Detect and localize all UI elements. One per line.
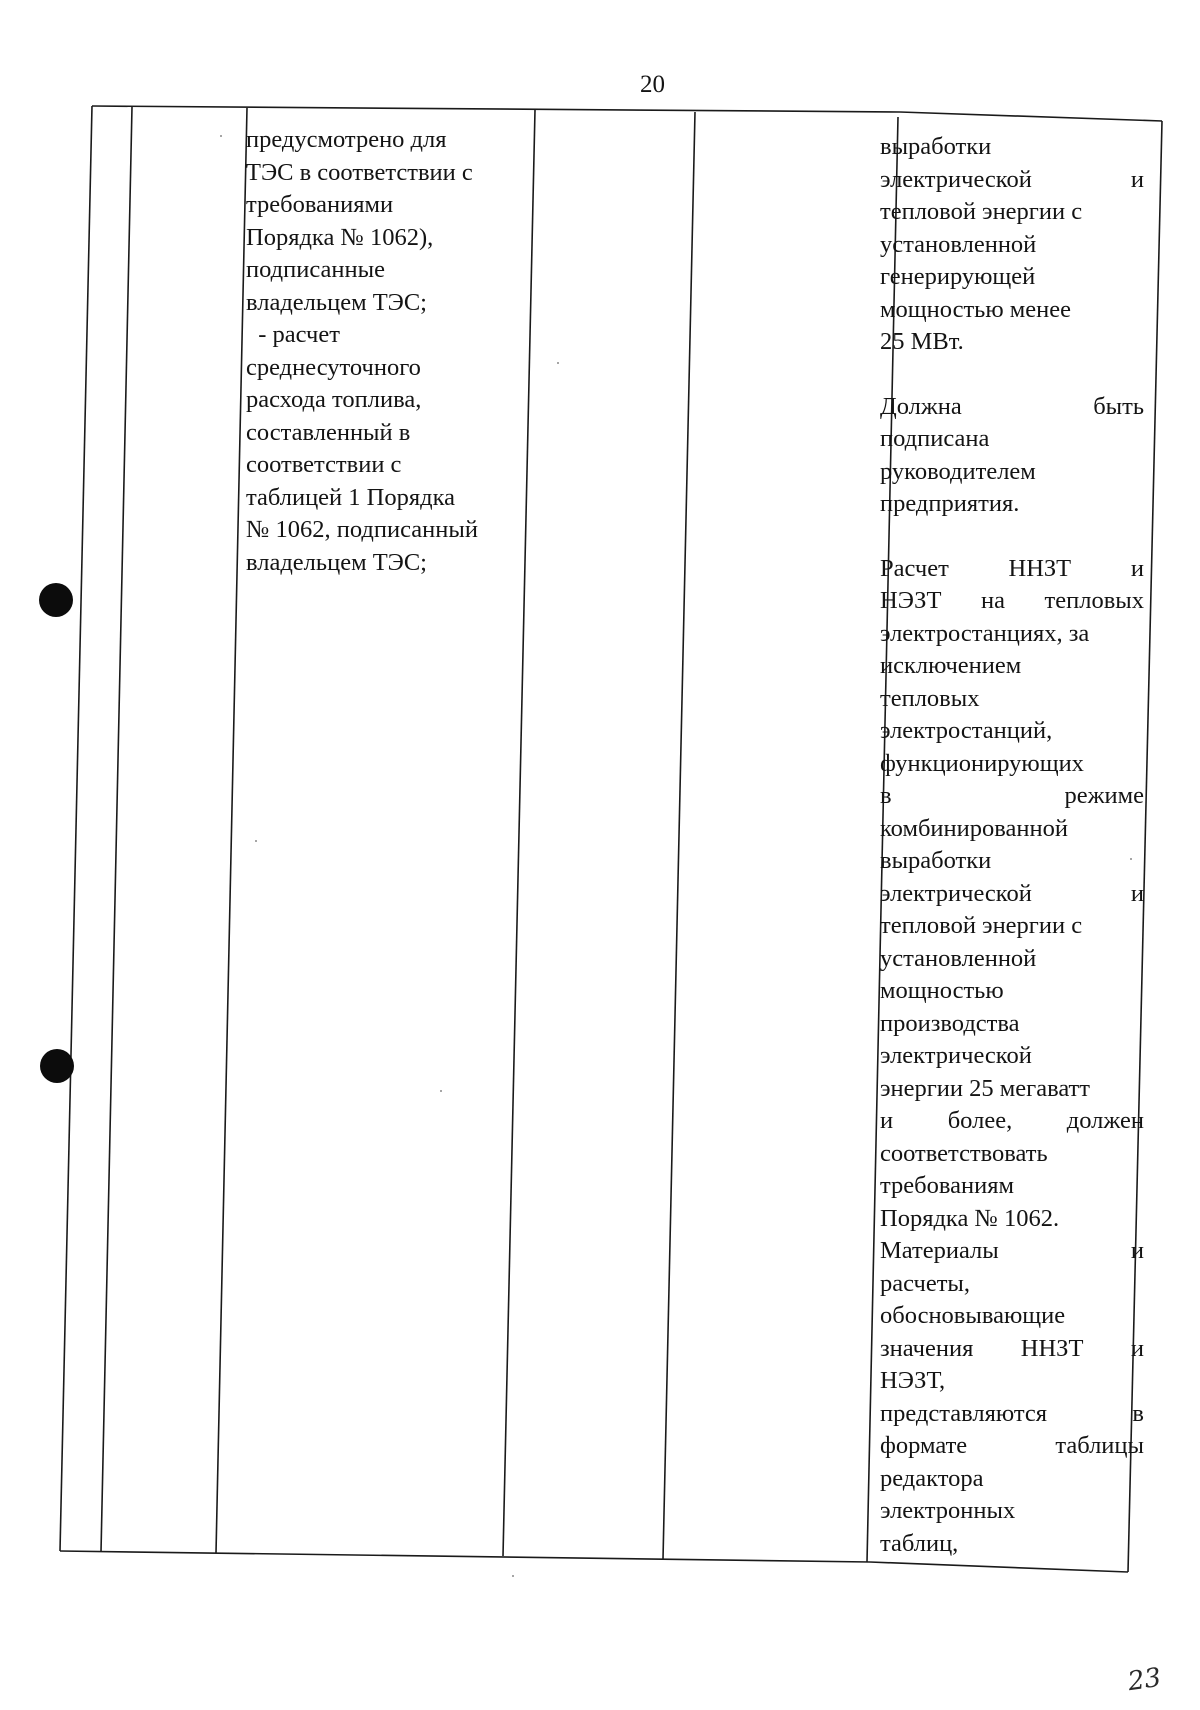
cell-line: соответствии с [246, 451, 402, 478]
cell-line: подписанные [246, 256, 385, 283]
cell-word: значения [880, 1334, 974, 1362]
cell-line [880, 1398, 1144, 1431]
column-rule-3 [216, 108, 247, 1553]
cell-line: требованиям [880, 1172, 1014, 1199]
cell-word: на [980, 587, 1005, 614]
cell-line: расчеты, [880, 1269, 970, 1297]
cell-line: соответствовать [880, 1139, 1048, 1167]
cell-line: Порядка № 1062. [880, 1204, 1060, 1232]
cell-line [880, 391, 1144, 424]
cell-line: редактора [880, 1464, 984, 1492]
scan-speck [220, 135, 222, 137]
cell-line: предусмотрено для [246, 126, 447, 153]
handwritten-sheet-number: 23 [1126, 1662, 1164, 1698]
cell-line: предприятия. [880, 490, 1020, 517]
cell-line: электронных [880, 1497, 1016, 1524]
cell-word: Должна [880, 392, 962, 420]
cell-line: тепловых [880, 684, 980, 712]
cell-line: генерирующей [880, 263, 1036, 290]
cell-line: Порядка № 1062), [246, 223, 434, 251]
cell-line [880, 164, 1144, 197]
cell-line [880, 1333, 1144, 1366]
scan-speck [1130, 858, 1132, 860]
cell-word: ННЗТ [1020, 1334, 1084, 1362]
cell-line: составленный в [246, 418, 411, 446]
cell-word: более, [947, 1107, 1013, 1134]
cell-line: среднесуточного [246, 353, 421, 381]
cell-word: таблицы [1055, 1432, 1144, 1459]
cell-line: выработки [880, 847, 992, 874]
cell-word: в [1132, 1399, 1144, 1427]
cell-line: - расчет [246, 321, 340, 348]
cell-line [880, 1105, 1144, 1138]
cell-word: Расчет [880, 554, 949, 582]
cell-word: представляются [880, 1399, 1048, 1427]
table-bottom-border [60, 1551, 870, 1562]
cell-line: электрической [880, 1042, 1032, 1069]
cell-line: расхода топлива, [246, 386, 422, 413]
cell-word: и [1130, 1334, 1144, 1362]
cell-line: электростанциях, за [880, 619, 1090, 647]
cell-word: и [1130, 879, 1144, 907]
cell-line: мощностью [880, 977, 1004, 1004]
cell-line: выработки [880, 133, 992, 160]
cell-line: таблицей 1 Порядка [246, 483, 456, 511]
cell-line: руководителем [880, 457, 1036, 485]
column-rule-1 [60, 106, 92, 1551]
scan-speck [440, 1090, 442, 1092]
cell-line [880, 1430, 1144, 1463]
cell-word: ННЗТ [1008, 554, 1072, 582]
column-3-cell [246, 124, 526, 579]
cell-word: и [1130, 554, 1144, 582]
cell-line [880, 553, 1144, 586]
cell-paragraph [880, 391, 1144, 521]
scan-speck [255, 840, 257, 842]
table-top-border [92, 106, 900, 112]
cell-line: установленной [880, 230, 1037, 258]
cell-word: и [1130, 1237, 1144, 1264]
cell-line [880, 878, 1144, 911]
cell-paragraph [880, 131, 1144, 359]
page-number: 20 [640, 71, 665, 98]
cell-line: № 1062, подписанный [246, 516, 478, 543]
cell-line: требованиями [246, 191, 394, 218]
cell-word: и [1130, 165, 1144, 193]
cell-word: электрической [880, 879, 1032, 907]
cell-word: быть [1093, 392, 1144, 420]
cell-word: электрической [880, 165, 1032, 193]
scan-speck [557, 362, 559, 364]
punch-hole [40, 1049, 74, 1083]
cell-line: электростанций, [880, 717, 1053, 744]
cell-word: формате [880, 1432, 968, 1459]
cell-line: ТЭС в соответствии с [246, 158, 473, 186]
cell-line: владельцем ТЭС; [246, 548, 427, 576]
cell-word: НЭЗТ [880, 587, 942, 614]
cell-line: исключением [880, 652, 1022, 679]
cell-word: режиме [1064, 782, 1144, 809]
column-rule-5 [663, 112, 695, 1559]
cell-line: подписана [880, 425, 990, 452]
cell-word: тепловых [1044, 587, 1144, 614]
cell-line: установленной [880, 944, 1037, 972]
cell-line [880, 585, 1144, 618]
punch-hole [39, 583, 73, 617]
cell-word: в [880, 782, 892, 809]
cell-line: комбинированной [880, 814, 1068, 842]
cell-line: 25 МВт. [880, 328, 964, 355]
cell-line: владельцем ТЭС; [246, 288, 427, 316]
cell-line: таблиц, [880, 1529, 959, 1557]
cell-line [880, 1235, 1144, 1268]
cell-word: и [880, 1107, 894, 1134]
column-6-cell [880, 131, 1144, 1560]
cell-line: обосновывающие [880, 1302, 1066, 1329]
cell-word: должен [1066, 1107, 1144, 1134]
cell-line [880, 780, 1144, 813]
cell-paragraph [880, 553, 1144, 1561]
cell-line: тепловой энергии с [880, 912, 1083, 939]
cell-line: тепловой энергии с [880, 198, 1083, 225]
column-rule-2 [101, 107, 132, 1552]
cell-line: мощностью менее [880, 295, 1072, 323]
cell-line: НЭЗТ, [880, 1367, 946, 1394]
cell-line: энергии 25 мегаватт [880, 1074, 1090, 1102]
cell-line: производства [880, 1009, 1020, 1037]
cell-word: Материалы [880, 1237, 999, 1264]
scan-speck [512, 1575, 514, 1577]
cell-line: функционирующих [880, 749, 1084, 777]
